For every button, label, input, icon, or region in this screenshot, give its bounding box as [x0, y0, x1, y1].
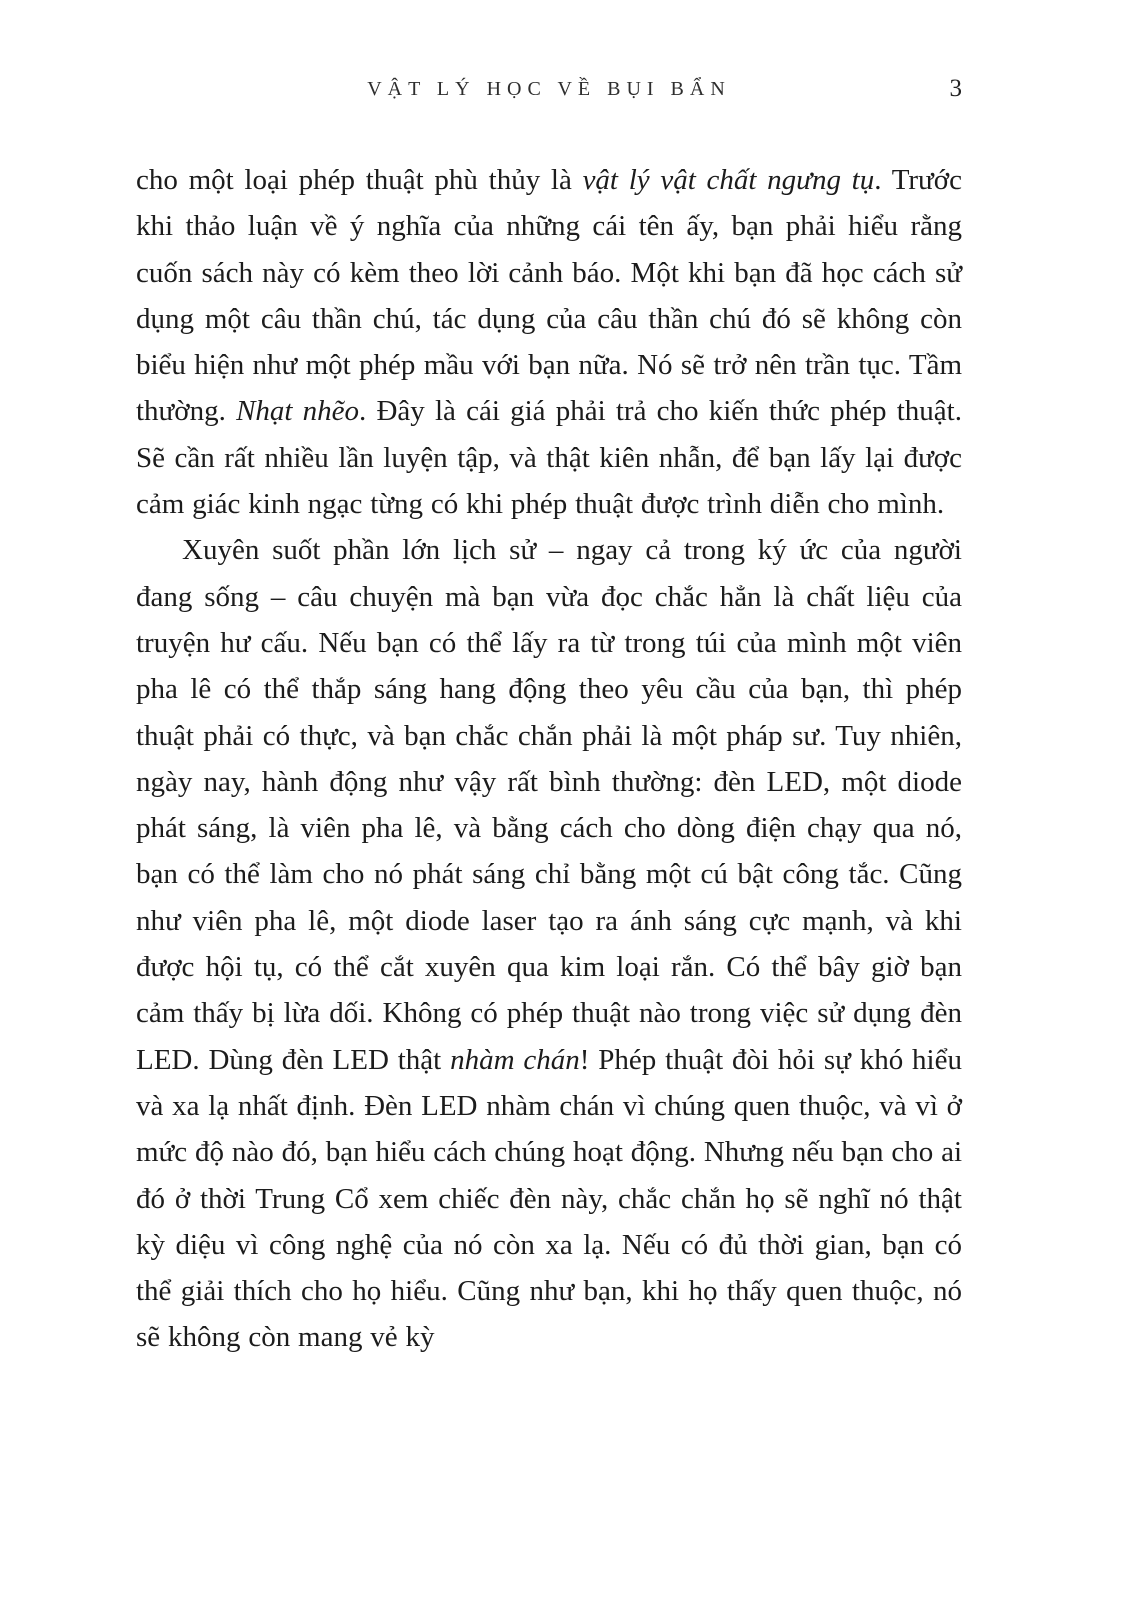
italic-text-segment: nhàm chán — [450, 1043, 580, 1076]
page-number: 3 — [949, 75, 962, 102]
text-segment: cho một loại phép thuật phù thủy là — [136, 164, 583, 196]
italic-text-segment: vật lý vật chất ngưng tụ — [582, 164, 875, 196]
paragraph-2 — [136, 527, 962, 1360]
page-header — [136, 75, 962, 102]
text-segment: . Trước khi thảo luận về ý nghĩa của những cái tên ấy, bạn phải hiểu rằng cuốn sách này có kèm theo lời cảnh báo. Một khi bạn đã học cách sử dụng một câu thần chú, tác dụng của câu thần chú đó sẽ không còn biểu hiện như một phép mầu với bạn nữa. Nó sẽ trở nên trần tục. Tầm thường. — [136, 164, 962, 428]
running-title: VẬT LÝ HỌC VỀ BỤI BẨN — [367, 78, 731, 100]
text-segment: Xuyên suốt phần lớn lịch sử – ngay cả trong ký ức của người đang sống – câu chuyện mà bạn vừa đọc chắc hẳn là chất liệu của truyện hư cấu. Nếu bạn có thể lấy ra từ trong túi của mình một viên pha lê có thể thắp sáng hang động theo yêu cầu của bạn, thì phép thuật phải có thực, và bạn chắc chắn phải là một pháp sư. Tuy nhiên, ngày nay, hành động như vậy rất bình thường: đèn LED, một diode phát sáng, là viên pha lê, và bằng cách cho dòng điện chạy qua nó, bạn có thể làm cho nó phát sáng chỉ bằng một cú bật công tắc. Cũng như viên pha lê, một diode laser tạo ra ánh sáng cực mạnh, và khi được hội tụ, có thể cắt xuyên qua kim loại rắn. Có thể bây giờ bạn cảm thấy bị lừa dối. Không có phép thuật nào trong việc sử dụng đèn LED. Dùng đèn LED thật — [136, 534, 962, 1076]
text-segment: ! Phép thuật đòi hỏi sự khó hiểu và xa lạ nhất định. Đèn LED nhàm chán vì chúng quen thuộc, và vì ở mức độ nào đó, bạn hiểu cách chúng hoạt động. Nhưng nếu bạn cho ai đó ở thời Trung Cổ xem chiếc đèn này, chắc chắn họ sẽ nghĩ nó thật kỳ diệu vì công nghệ của nó còn xa lạ. Nếu có đủ thời gian, bạn có thể giải thích cho họ hiểu. Cũng như bạn, khi họ thấy quen thuộc, nó sẽ không còn mang vẻ kỳ — [136, 1043, 962, 1354]
text-segment: . Đây là cái giá phải trả cho kiến thức phép thuật. Sẽ cần rất nhiều lần luyện tập, và thật kiên nhẫn, để bạn lấy lại được cảm giác kinh ngạc từng có khi phép thuật được trình diễn cho mình. — [136, 395, 962, 521]
italic-text-segment: Nhạt nhẽo — [236, 395, 360, 428]
paragraph-1 — [136, 157, 962, 527]
body-text — [136, 157, 962, 1361]
